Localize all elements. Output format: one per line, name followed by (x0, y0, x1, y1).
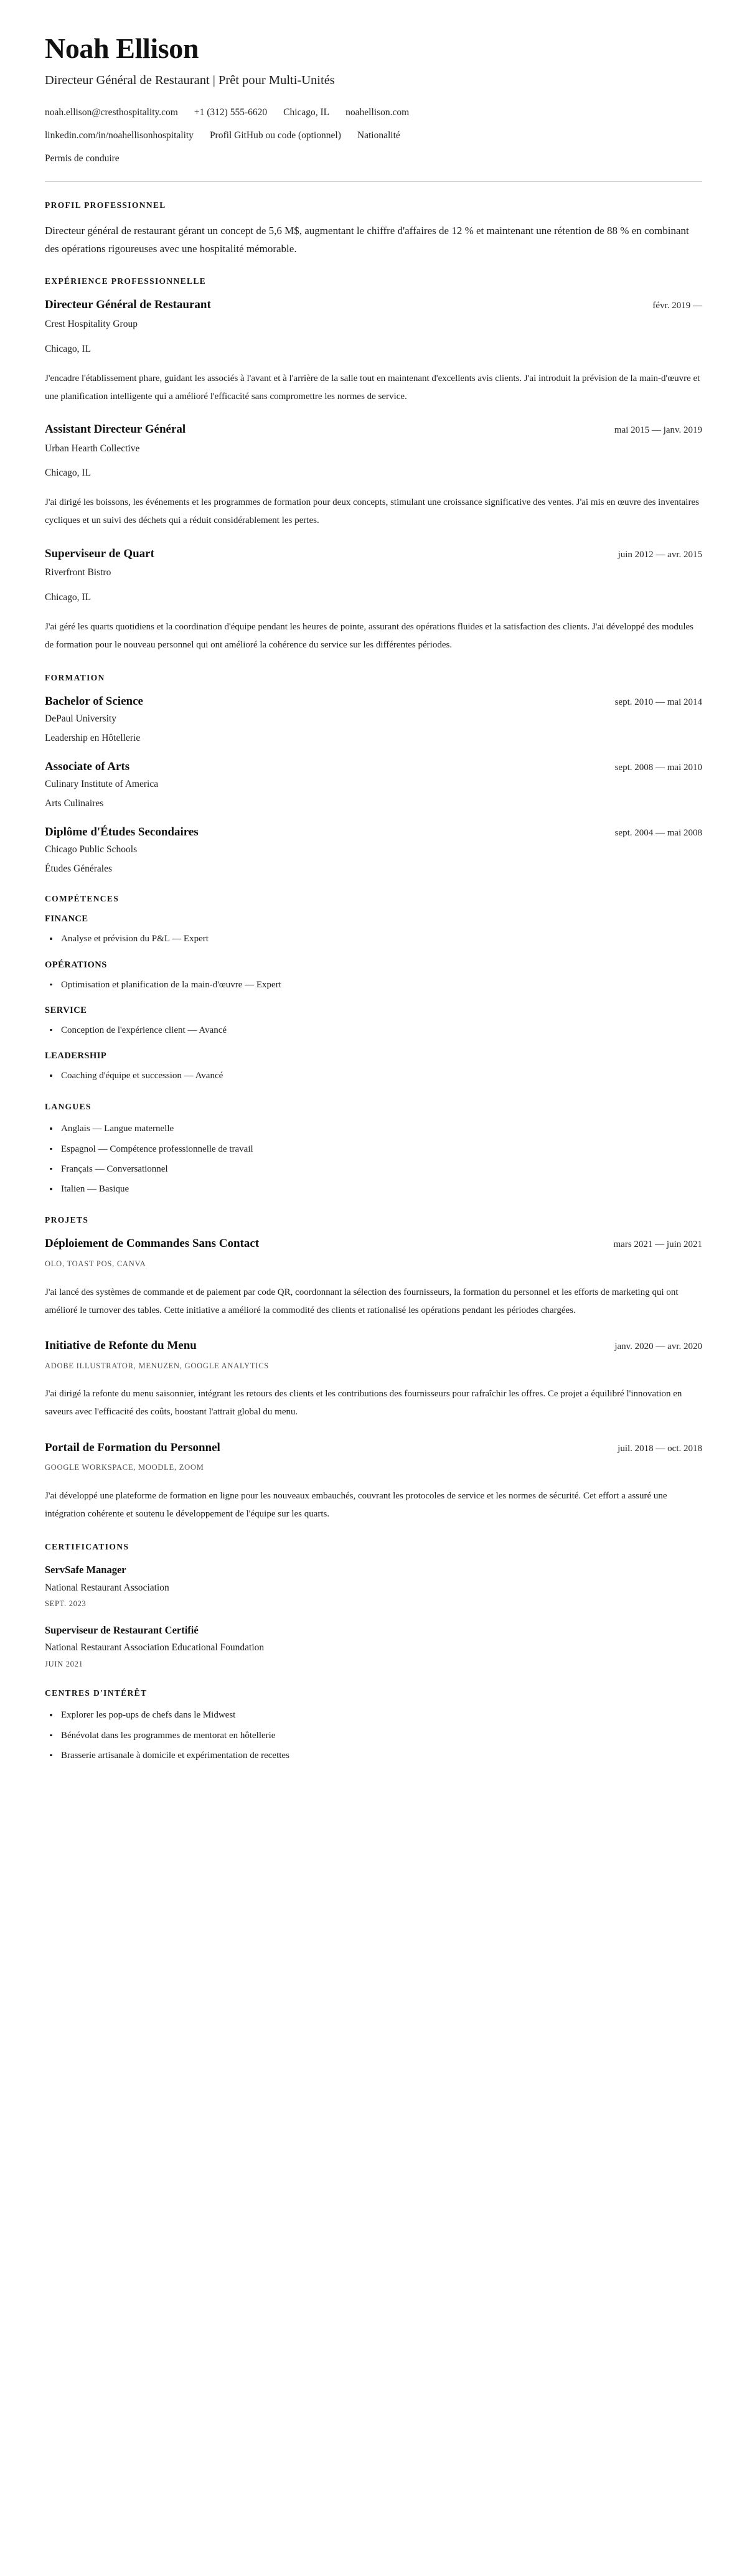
experience-entry (45, 298, 702, 406)
contact-item[interactable]: Permis de conduire (45, 153, 120, 164)
contact-row-primary (45, 105, 702, 120)
skill-group (45, 1051, 702, 1083)
skill-category: SERVICE (45, 1005, 87, 1015)
section-title-languages: LANGUES (45, 1102, 92, 1112)
section-title-interests: CENTRES D'INTÉRÊT (45, 1688, 148, 1698)
contact-item[interactable]: Profil GitHub ou code (optionnel) (209, 129, 341, 141)
contact-item[interactable]: Chicago, IL (283, 106, 330, 118)
project-date: janv. 2020 — avr. 2020 (614, 1342, 702, 1352)
experience-list (45, 298, 702, 654)
certifications-list (45, 1563, 702, 1670)
experience-entry (45, 422, 702, 530)
degree-title: Associate of Arts (45, 760, 130, 774)
contact-row-tertiary (45, 151, 702, 166)
entry-header (45, 422, 702, 438)
entry-header (45, 1441, 702, 1456)
certification-entry (45, 1624, 702, 1670)
job-date: juin 2012 — avr. 2015 (618, 549, 702, 560)
project-description: J'ai lancé des systèmes de commande et de paiement par code QR, coordonnant la sélection des fournisseurs, la formation du personnel et les efforts de marketing qui ont amélioré le turnover des tables. Cette initiative a amélioré la commodité des clients et rationalisé les opérations pendant les périodes chargées. (45, 1287, 679, 1315)
entry-header (45, 298, 702, 313)
skill-item: Optimisation et planification de la main-d'œuvre — Expert (45, 978, 702, 992)
degree-title: Diplôme d'Études Secondaires (45, 825, 199, 839)
skill-category: OPÉRATIONS (45, 959, 107, 970)
degree-date: sept. 2004 — mai 2008 (614, 828, 702, 839)
skill-group (45, 914, 702, 946)
skill-group (45, 960, 702, 992)
skill-item-list (45, 932, 702, 946)
language-item: Italien — Basique (45, 1182, 702, 1196)
skill-item: Coaching d'équipe et succession — Avancé (45, 1069, 702, 1083)
project-entry (45, 1338, 702, 1422)
entry-header (45, 1236, 702, 1252)
candidate-name: Noah Ellison (45, 32, 199, 64)
contact-item[interactable]: +1 (312) 555-6620 (194, 106, 268, 118)
school-name: Culinary Institute of America (45, 778, 159, 789)
language-item: Français — Conversationnel (45, 1162, 702, 1177)
profile-summary: Directeur général de restaurant gérant un concept de 5,6 M$, augmentant le chiffre d'affaires de 12 % et maintenant une rétention de 88 % en combinant des opérations rigoureuses avec une hospitalité mémorable. (45, 224, 689, 255)
entry-header (45, 1338, 702, 1354)
degree-date: sept. 2010 — mai 2014 (614, 697, 702, 708)
project-date: mars 2021 — juin 2021 (613, 1239, 702, 1250)
skill-group (45, 1005, 702, 1038)
job-company: Crest Hospitality Group (45, 319, 138, 330)
education-entry (45, 825, 702, 875)
section-languages (45, 1102, 702, 1196)
project-name: Portail de Formation du Personnel (45, 1441, 220, 1454)
language-item: Espagnol — Compétence professionnelle de travail (45, 1142, 702, 1157)
section-education (45, 673, 702, 875)
skill-item-list (45, 1023, 702, 1038)
job-location: Chicago, IL (45, 591, 92, 603)
education-list (45, 694, 702, 875)
job-description: J'ai dirigé les boissons, les événements et les programmes de formation pour deux concepts, stimulant une croissance significative des ventes. J'ai mis en œuvre des inventaires cycliques et un suivi des déchets qui a réduit considérablement les pertes. (45, 497, 699, 526)
certification-issuer: National Restaurant Association Educational Foundation (45, 1642, 265, 1653)
interest-item: Explorer les pop-ups de chefs dans le Midwest (45, 1708, 702, 1723)
job-description: J'ai géré les quarts quotidiens et la coordination d'équipe pendant les heures de pointe, assurant des opérations fluides et la satisfaction des clients. J'ai développé des modules de formation pour le nouveau personnel qui ont amélioré la cohérence du service sur les différentes périodes. (45, 621, 693, 650)
job-date: févr. 2019 — (652, 301, 702, 311)
contact-item[interactable]: linkedin.com/in/noahellisonhospitality (45, 129, 194, 141)
project-description: J'ai développé une plateforme de formation en ligne pour les nouveaux embauchés, couvrant les protocoles de service et les normes de sécurité. Cet effort a assuré une intégration cohérente et soutenu le développement de l'équipe sur les quarts. (45, 1490, 667, 1520)
skill-category: FINANCE (45, 914, 88, 924)
certification-date: SEPT. 2023 (45, 1599, 87, 1609)
project-tech-stack: OLO, TOAST POS, CANVA (45, 1259, 146, 1269)
contact-item[interactable]: noahellison.com (345, 106, 410, 118)
project-name: Initiative de Refonte du Menu (45, 1339, 197, 1353)
field-of-study: Études Générales (45, 863, 113, 874)
contact-item[interactable]: noah.ellison@cresthospitality.com (45, 106, 178, 118)
section-projects (45, 1215, 702, 1523)
contact-row-secondary (45, 128, 702, 143)
certification-issuer: National Restaurant Association (45, 1582, 169, 1593)
interests-list (45, 1708, 702, 1763)
entry-header (45, 694, 702, 710)
job-company: Riverfront Bistro (45, 567, 111, 578)
section-title-experience: EXPÉRIENCE PROFESSIONNELLE (45, 276, 207, 286)
school-name: Chicago Public Schools (45, 844, 138, 855)
language-item: Anglais — Langue maternelle (45, 1122, 702, 1136)
skill-category: LEADERSHIP (45, 1051, 107, 1061)
field-of-study: Arts Culinaires (45, 797, 104, 809)
entry-header (45, 825, 702, 840)
section-experience (45, 276, 702, 654)
job-title: Superviseur de Quart (45, 547, 154, 560)
job-description: J'encadre l'établissement phare, guidant les associés à l'avant et à l'arrière de la salle tout en maintenant d'excellents avis clients. J'ai introduit la prévision de la main-d'œuvre et une planification intelligente qui a amélioré l'efficacité sans compromettre les normes de service. (45, 373, 700, 402)
project-tech-stack: GOOGLE WORKSPACE, MOODLE, ZOOM (45, 1463, 204, 1472)
job-company: Urban Hearth Collective (45, 443, 140, 454)
project-entry (45, 1441, 702, 1524)
certification-entry (45, 1563, 702, 1609)
education-entry (45, 759, 702, 810)
school-name: DePaul University (45, 713, 116, 724)
experience-entry (45, 547, 702, 655)
education-entry (45, 694, 702, 745)
languages-list (45, 1122, 702, 1196)
section-profile (45, 200, 702, 258)
field-of-study: Leadership en Hôtellerie (45, 732, 141, 743)
skill-item-list (45, 1069, 702, 1083)
interest-item: Brasserie artisanale à domicile et expérimentation de recettes (45, 1749, 702, 1763)
interest-item: Bénévolat dans les programmes de mentorat en hôtellerie (45, 1729, 702, 1743)
certification-name: ServSafe Manager (45, 1564, 126, 1576)
project-name: Déploiement de Commandes Sans Contact (45, 1237, 260, 1251)
job-location: Chicago, IL (45, 343, 92, 354)
certification-date: JUIN 2021 (45, 1659, 83, 1668)
job-title: Assistant Directeur Général (45, 423, 186, 436)
section-title-projects: PROJETS (45, 1215, 89, 1225)
skill-item: Analyse et prévision du P&L — Expert (45, 932, 702, 946)
section-title-skills: COMPÉTENCES (45, 894, 120, 904)
project-date: juil. 2018 — oct. 2018 (618, 1443, 702, 1454)
degree-title: Bachelor of Science (45, 695, 143, 708)
section-certifications (45, 1542, 702, 1670)
candidate-headline: Directeur Général de Restaurant | Prêt pour Multi-Unités (45, 73, 335, 88)
section-title-education: FORMATION (45, 673, 105, 683)
degree-date: sept. 2008 — mai 2010 (614, 763, 702, 773)
project-entry (45, 1236, 702, 1320)
contact-item[interactable]: Nationalité (357, 129, 400, 141)
section-title-certifications: CERTIFICATIONS (45, 1542, 129, 1552)
project-tech-stack: ADOBE ILLUSTRATOR, MENUZEN, GOOGLE ANALYTICS (45, 1361, 269, 1370)
section-skills (45, 894, 702, 1083)
projects-list (45, 1236, 702, 1523)
entry-header (45, 759, 702, 775)
section-interests (45, 1688, 702, 1763)
skills-list (45, 914, 702, 1083)
project-description: J'ai dirigé la refonte du menu saisonnier, intégrant les retours des clients et les contributions des fournisseurs pour rafraîchir les offres. Ce projet a équilibré l'innovation en saveurs avec l'efficacité des coûts, boostant l'attrait global du menu. (45, 1389, 682, 1417)
section-title-profile: PROFIL PROFESSIONNEL (45, 200, 166, 210)
entry-header (45, 547, 702, 562)
certification-name: Superviseur de Restaurant Certifié (45, 1624, 199, 1636)
header-divider (45, 181, 702, 182)
job-location: Chicago, IL (45, 468, 92, 479)
job-date: mai 2015 — janv. 2019 (614, 425, 702, 436)
skill-item: Conception de l'expérience client — Avancé (45, 1023, 702, 1038)
resume-header (45, 34, 702, 166)
job-title: Directeur Général de Restaurant (45, 298, 211, 312)
skill-item-list (45, 978, 702, 992)
